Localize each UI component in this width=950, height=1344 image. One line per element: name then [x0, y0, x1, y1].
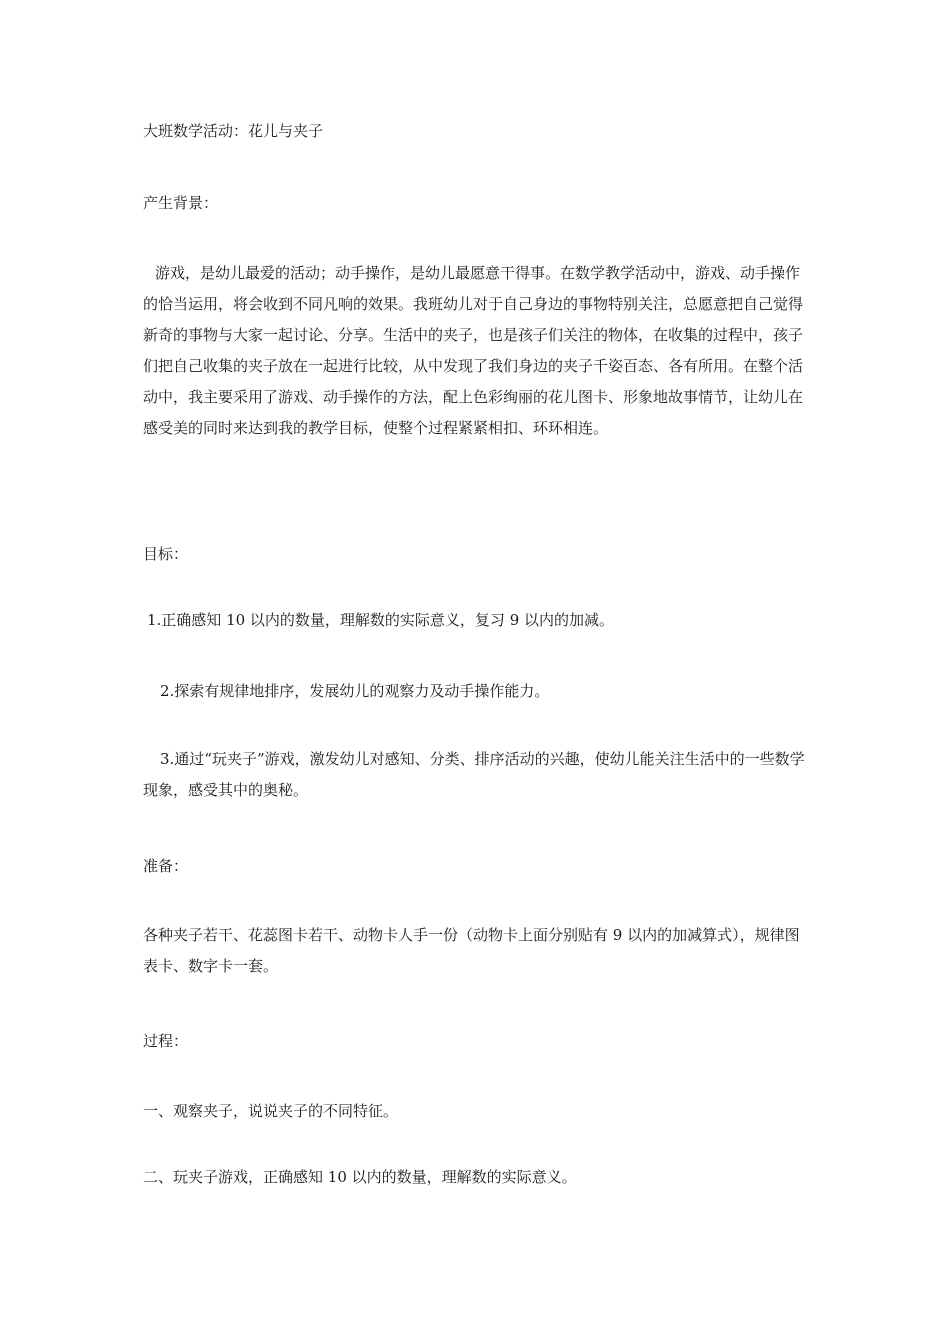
prep-heading: 准备： — [143, 857, 189, 875]
background-heading: 产生背景： — [143, 194, 219, 212]
process-heading: 过程： — [143, 1032, 189, 1050]
goal-item-3: 3.通过“玩夹子”游戏，激发幼儿对感知、分类、排序活动的兴趣，使幼儿能关注生活中的一些数学现象，感受其中的奥秘。 — [143, 750, 805, 799]
process-step-2: 二、玩夹子游戏，正确感知 10 以内的数量，理解数的实际意义。 — [143, 1168, 577, 1186]
background-paragraph: 游戏，是幼儿最爱的活动；动手操作，是幼儿最愿意干得事。在数学教学活动中，游戏、动手操作的恰当运用，将会收到不同凡响的效果。我班幼儿对于自己身边的事物特别关注，总愿意把自己觉得新奇的事物与大家一起讨论、分享。生活中的夹子，也是孩子们关注的物体，在收集的过程中，孩子们把自己收集的夹子放在一起进行比较，从中发现了我们身边的夹子千姿百态、各有所用。在整个活动中，我主要采用了游戏、动手操作的方法，配上色彩绚丽的花儿图卡、形象地故事情节，让幼儿在感受美的同时来达到我的教学目标，使整个过程紧紧相扣、环环相连。 — [143, 264, 804, 437]
goal-item-2: 2.探索有规律地排序，发展幼儿的观察力及动手操作能力。 — [160, 682, 550, 700]
prep-paragraph: 各种夹子若干、花蕊图卡若干、动物卡人手一份（动物卡上面分别贴有 9 以内的加减算式），规律图表卡、数字卡一套。 — [143, 926, 800, 975]
goals-heading: 目标： — [143, 545, 189, 563]
process-step-1: 一、观察夹子，说说夹子的不同特征。 — [143, 1102, 399, 1120]
document-title: 大班数学活动：花儿与夹子 — [143, 122, 324, 140]
goal-item-1: 1.正确感知 10 以内的数量，理解数的实际意义，复习 9 以内的加减。 — [147, 611, 615, 629]
